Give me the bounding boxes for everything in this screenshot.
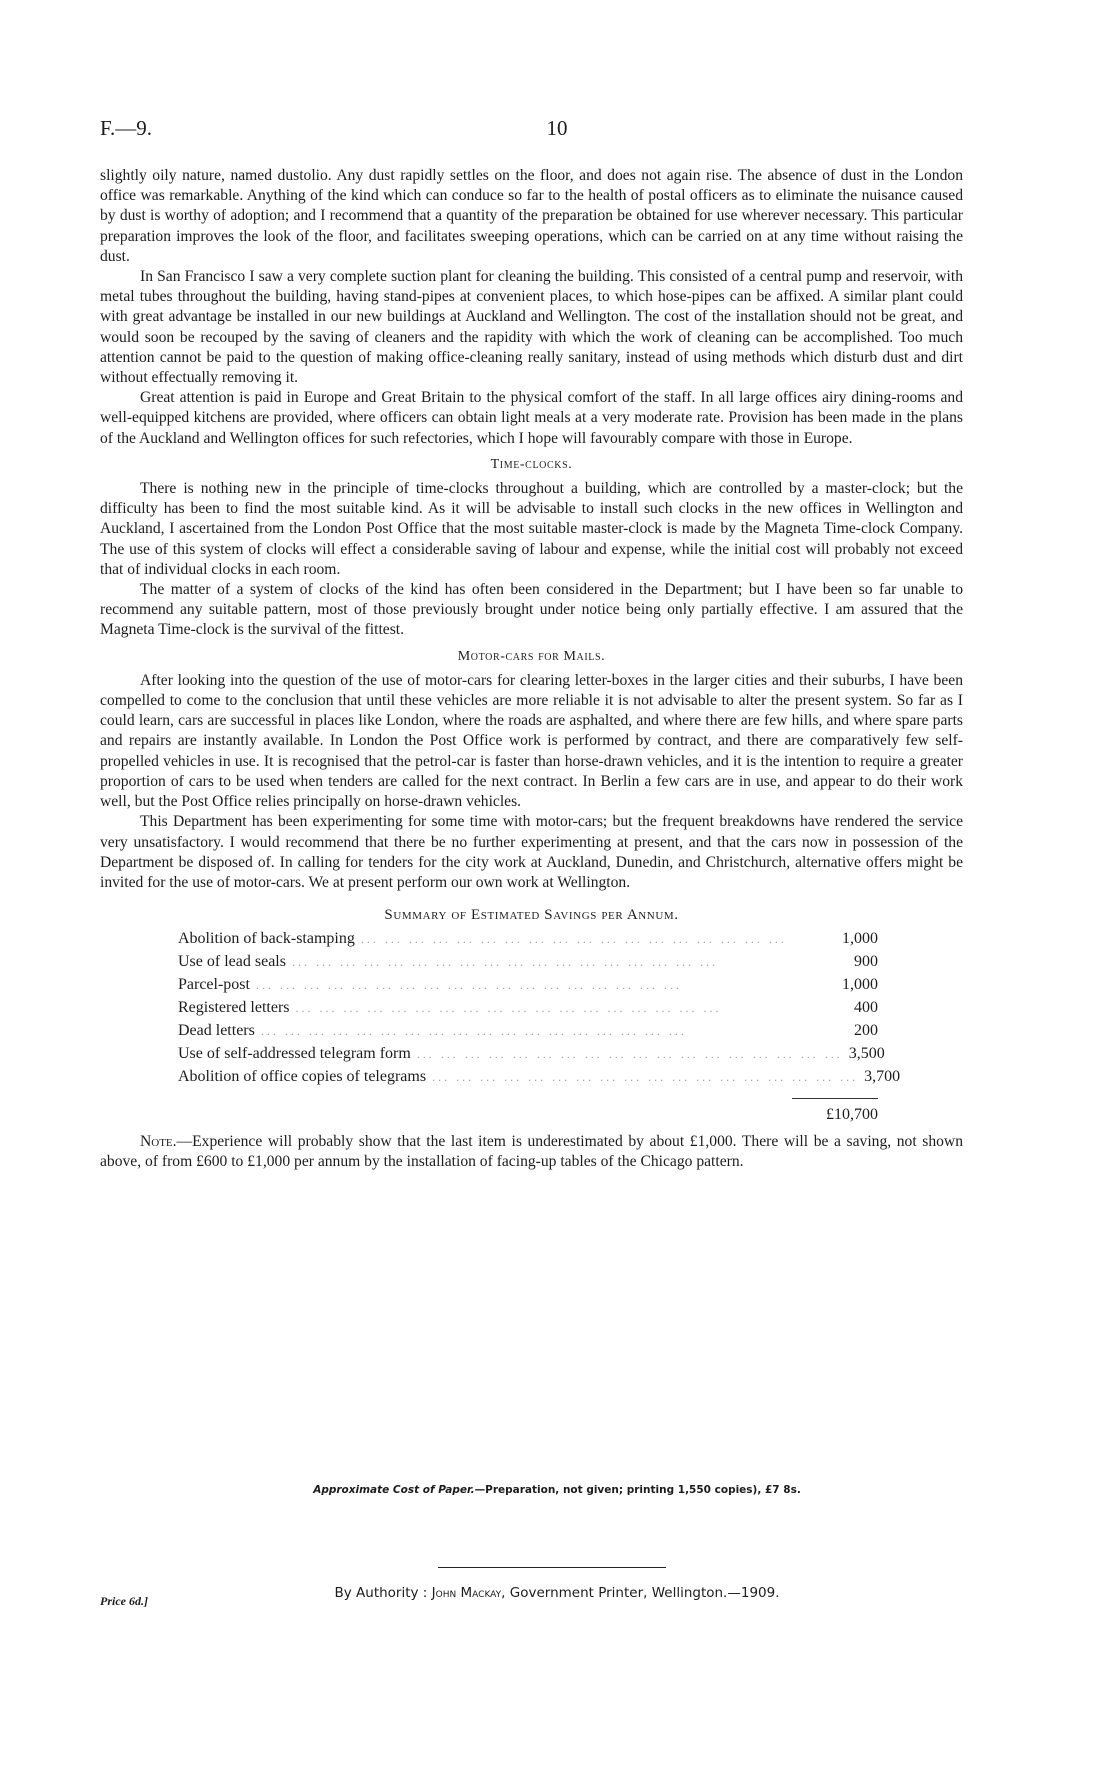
paragraph-staff-comfort: Great attention is paid in Europe and Great Britain to the physical comfort of the staff. In all large offices airy dining-rooms and well-equipped kitchens are provided, where officers can obtain light meals at a very moderate rate. Provision has been made in the plans of the Auckland and Wellington offices for such refectories, which I hope will favourably compare with those in Europe. [100, 389, 963, 447]
paragraph-dustolio: slightly oily nature, named dustolio. Any dust rapidly settles on the floor, and does not again rise. The absence of dust in the London office was remarkable. Anything of the kind which can conduce so far to the health of postal officers as to eliminate the nuisance caused by dust is worthy of adoption; and I recommend that a quantity of the preparation be obtained for use wherever necessary. This particular preparation improves the look of the floor, and facilitates sweeping operations, which can be carried on at any time without raising the dust. [100, 167, 963, 265]
summary-row-value: 200 [854, 1022, 878, 1040]
leader-dots: ... ... ... ... ... ... ... ... ... ... ... ... ... ... ... ... ... ... [295, 1001, 722, 1016]
summary-row-value: 900 [854, 953, 878, 971]
summary-row [178, 998, 878, 1021]
summary-row [178, 1021, 878, 1044]
summary-row-label: Dead letters [178, 1022, 255, 1040]
authority-prefix: By Authority : [334, 1585, 428, 1601]
summary-row-label: Parcel-post [178, 976, 250, 994]
page-header [100, 116, 1014, 146]
summary-row-value: 1,000 [842, 976, 878, 994]
paragraph-motor-cars-1: After looking into the question of the use of motor-cars for clearing letter-boxes in the larger cities and their suburbs, I have been compelled to come to the conclusion that until these vehicles are more reliable it is not advisable to alter the present system. So far as I could learn, cars are successful in places like London, where the roads are asphalted, and where there are few hills, and where spare parts and repairs are instantly available. In London the Post Office work is performed by contract, and there are comparatively few self-propelled vehicles in use. It is recognised that the petrol-car is faster than horse-drawn vehicles, and it is the intention to require a greater proportion of cars to be used when tenders are called for the next contract. In Berlin a few cars are in use, and appear to do their work well, but the Post Office relies principally on horse-drawn vehicles. [100, 671, 963, 811]
leader-dots: ... ... ... ... ... ... ... ... ... ... ... ... ... ... ... ... ... ... [360, 932, 787, 947]
savings-summary [100, 905, 963, 1125]
summary-row [178, 1044, 885, 1067]
summary-row-label: Use of self-addressed telegram form [178, 1045, 411, 1063]
paragraph-suction-plant: In San Francisco I saw a very complete suction plant for cleaning the building. This consisted of a central pump and reservoir, with metal tubes throughout the building, having stand-pipes at convenient places, to which hose-pipes can be affixed. A similar plant could with great advantage be installed in our new buildings at Auckland and Wellington. The cost of the installation should not be great, and would soon be recouped by the saving of cleaners and the rapidity with which the work of cleaning can be accomplished. Too much attention cannot be paid to the question of making office-cleaning really sanitary, instead of using methods which disturb dust and dirt without effectually removing it. [100, 268, 963, 387]
cost-of-paper-line [0, 1484, 1114, 1496]
section-heading-time-clocks: Time-clocks. [490, 456, 573, 472]
imprint-line [0, 1585, 1114, 1601]
summary-total: £10,700 [826, 1106, 878, 1124]
authority-suffix: Government Printer, Wellington.—1909. [509, 1585, 780, 1601]
total-rule [792, 1098, 878, 1099]
summary-row-label: Use of lead seals [178, 953, 286, 971]
separator-rule [438, 1567, 666, 1568]
note-lead: Note. [140, 1132, 177, 1150]
page-number: 10 [546, 116, 568, 140]
note-paragraph [100, 1132, 963, 1172]
note-text: —Experience will probably show that the last item is underestimated by about £1,000. There will be a saving, not shown above, of from £600 to £1,000 per annum by the installation of facing-up tables of the Chicago pattern. [100, 1132, 963, 1170]
summary-row-value: 1,000 [842, 930, 878, 948]
summary-row-value: 400 [854, 999, 878, 1017]
paragraph-time-clocks-2: The matter of a system of clocks of the kind has often been considered in the Department; but I have been so far unable to recommend any suitable pattern, most of those previously brought under notice being only partially effective. I am assured that the Magneta Time-clock is the survival of the fittest. [100, 581, 963, 639]
summary-row-label: Abolition of office copies of telegrams [178, 1068, 427, 1086]
cost-text: —Preparation, not given; printing 1,550 copies), £7 8s. [474, 1484, 801, 1496]
leader-dots: ... ... ... ... ... ... ... ... ... ... ... ... ... ... ... ... ... ... [416, 1047, 843, 1062]
price-note: Price 6d.] [100, 1594, 148, 1608]
printer-name: John Mackay, [431, 1585, 506, 1601]
summary-row-label: Registered letters [178, 999, 290, 1017]
leader-dots: ... ... ... ... ... ... ... ... ... ... ... ... ... ... ... ... ... ... [432, 1070, 859, 1085]
summary-row [178, 1067, 901, 1090]
summary-row-label: Abolition of back-stamping [178, 930, 355, 948]
document-reference: F.—9. [100, 116, 152, 140]
paragraph-motor-cars-2: This Department has been experimenting for some time with motor-cars; but the frequent breakdowns have rendered the service very unsatisfactory. I would recommend that there be no further experimenting at present, and that the cars now in possession of the Department be disposed of. In calling for tenders for the city work at Auckland, Dunedin, and Christchurch, alternative offers might be invited for the use of motor-cars. We at present perform our own work at Wellington. [100, 813, 963, 891]
cost-label: Approximate Cost of Paper. [313, 1484, 475, 1496]
leader-dots: ... ... ... ... ... ... ... ... ... ... ... ... ... ... ... ... ... ... [260, 1024, 687, 1039]
paragraph-time-clocks-1: There is nothing new in the principle of time-clocks throughout a building, which are controlled by a master-clock; but the difficulty has been to find the most suitable kind. As it will be advisable to install such clocks in the new offices in Wellington and Auckland, I ascertained from the London Post Office that the most suitable master-clock is made by the Magneta Time-clock Company. The use of this system of clocks will effect a considerable saving of labour and expense, while the initial cost will probably not exceed that of individual clocks in each room. [100, 480, 963, 578]
summary-title: Summary of Estimated Savings per Annum. [384, 907, 679, 924]
summary-row [178, 975, 878, 998]
section-heading-motor-cars: Motor-cars for Mails. [457, 648, 606, 664]
leader-dots: ... ... ... ... ... ... ... ... ... ... ... ... ... ... ... ... ... ... [255, 978, 682, 993]
summary-row [178, 929, 878, 952]
leader-dots: ... ... ... ... ... ... ... ... ... ... ... ... ... ... ... ... ... ... [291, 955, 718, 970]
body-text [100, 166, 963, 1172]
summary-row-value: 3,500 [848, 1045, 885, 1063]
summary-row [178, 952, 878, 975]
summary-row-value: 3,700 [864, 1068, 901, 1086]
